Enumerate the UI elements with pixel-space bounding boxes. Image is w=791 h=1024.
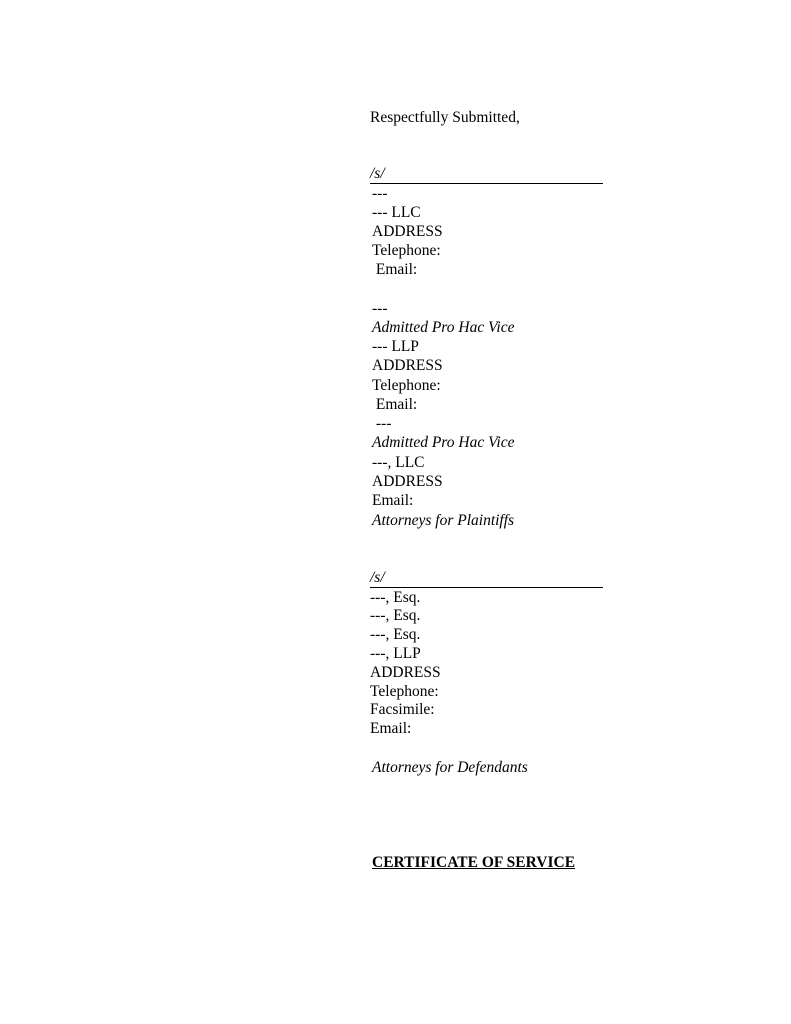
plaintiff-firm-address: ADDRESS bbox=[372, 223, 443, 240]
plaintiffs-signature-line: /s/ bbox=[370, 165, 603, 184]
closing-text: Respectfully Submitted, bbox=[370, 109, 520, 126]
defendant-attorney-name: ---, Esq. bbox=[370, 626, 421, 643]
defendant-firm-address: ADDRESS bbox=[370, 664, 441, 681]
plaintiff-firm-address: ADDRESS bbox=[372, 473, 443, 490]
certificate-of-service-heading: CERTIFICATE OF SERVICE bbox=[372, 854, 576, 871]
plaintiff-email: Email: bbox=[372, 261, 418, 278]
defendants-signature-line: /s/ bbox=[370, 569, 603, 588]
plaintiff-firm-name: ---, LLC bbox=[372, 454, 425, 471]
defendant-email: Email: bbox=[370, 720, 412, 737]
plaintiff-email: Email: bbox=[372, 396, 418, 413]
plaintiff-attorney-name: --- bbox=[372, 185, 388, 202]
defendant-attorney-name: ---, Esq. bbox=[370, 589, 421, 606]
plaintiff-firm-name: --- LLC bbox=[372, 204, 421, 221]
pro-hac-vice-note: Admitted Pro Hac Vice bbox=[372, 434, 515, 451]
defendant-attorney-name: ---, Esq. bbox=[370, 607, 421, 624]
plaintiffs-role-label: Attorneys for Plaintiffs bbox=[372, 512, 515, 529]
defendant-facsimile: Facsimile: bbox=[370, 701, 435, 718]
plaintiff-attorney-name: --- bbox=[372, 415, 392, 432]
plaintiff-telephone: Telephone: bbox=[372, 377, 441, 394]
defendant-firm-name: ---, LLP bbox=[370, 645, 421, 662]
plaintiff-attorney-name: --- bbox=[372, 300, 388, 317]
plaintiff-firm-name: --- LLP bbox=[372, 338, 419, 355]
pro-hac-vice-note: Admitted Pro Hac Vice bbox=[372, 319, 515, 336]
defendants-role-label: Attorneys for Defendants bbox=[372, 759, 528, 776]
defendant-telephone: Telephone: bbox=[370, 683, 439, 700]
plaintiff-email: Email: bbox=[372, 492, 414, 509]
plaintiff-firm-address: ADDRESS bbox=[372, 357, 443, 374]
plaintiff-telephone: Telephone: bbox=[372, 242, 441, 259]
